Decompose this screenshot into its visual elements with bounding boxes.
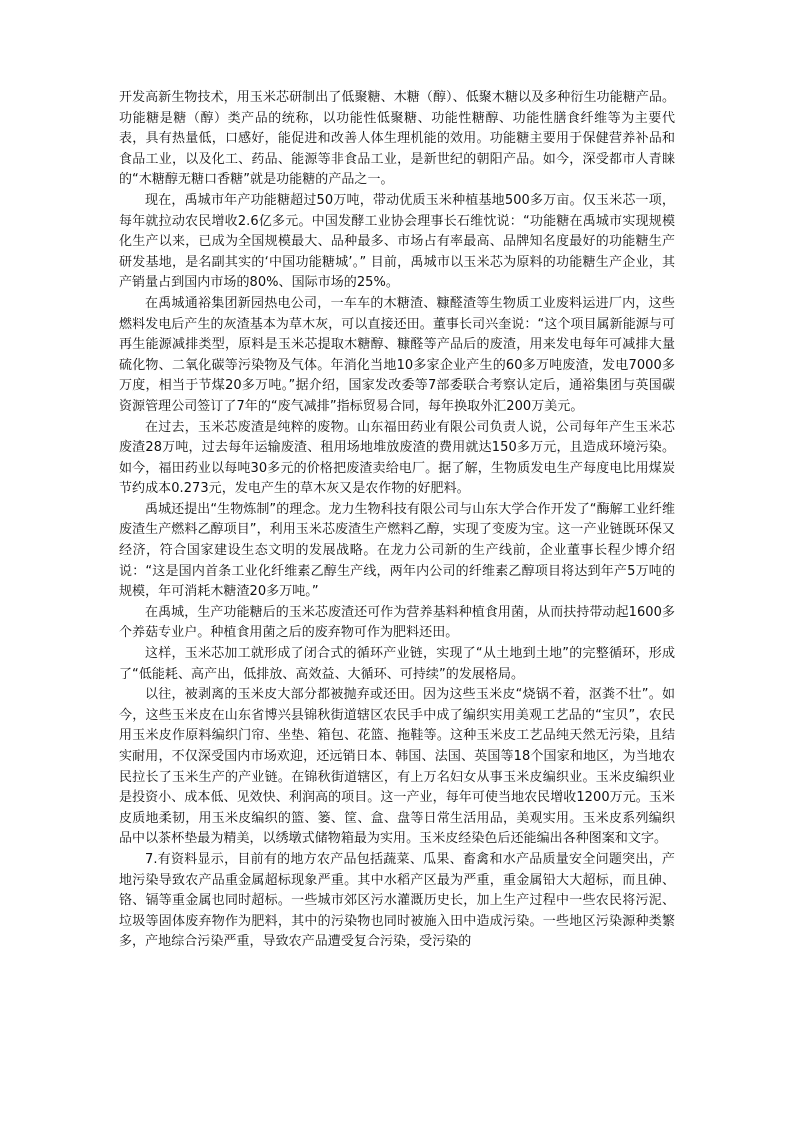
paragraph-6: 在禹城，生产功能糖后的玉米芯废渣还可作为营养基料种植食用菌，从而扶持带动起1600多个养菇专业户。种植食用菌之后的废弃物可作为肥料还田。: [119, 604, 675, 641]
paragraph-8: 以往，被剥离的玉米皮大部分都被抛弃或还田。因为这些玉米皮“烧锅不着，沤粪不壮”。如今，这些玉米皮在山东省博兴县锦秋街道辖区农民手中成了编织实用美观工艺品的“宝贝”，农民用玉米皮作原料编织门帘、坐垫、箱包、花篮、拖鞋等。这种玉米皮工艺品纯天然无污染，且结实耐用，不仅深受国内市场欢迎，还远销日本、韩国、法国、英国等18个国家和地区，为当地农民拉长了玉米生产的产业链。在锦秋街道辖区，有上万名妇女从事玉米皮编织业。玉米皮编织业是投资小、成本低、见效快、利润高的项目。这一产业，每年可使当地农民增收1200万元。玉米皮质地柔韧，用玉米皮编织的篮、篓、筐、盒、盘等日常生活用品，美观实用。玉米皮系列编织品中以茶杯垫最为精美，以绣墩式储物箱最为实用。玉米皮经染色后还能编出各种图案和文字。: [119, 687, 675, 847]
paragraph-5: 禹城还提出“生物炼制”的理念。龙力生物科技有限公司与山东大学合作开发了“酶解工业纤维废渣生产燃料乙醇项目”，利用玉米芯废渣生产燃料乙醇，实现了变废为宝。这一产业链既环保又经济，符合国家建设生态文明的发展战略。在龙力公司新的生产线前，企业董事长程少博介绍说：“这是国内首条工业化纤维素乙醇生产线，两年内公司的纤维素乙醇项目将达到年产5万吨的规模，年可消耗木糖渣20多万吨。”: [119, 501, 675, 600]
document-page: [119, 88, 675, 953]
paragraph-9: 7.有资料显示，目前有的地方农产品包括蔬菜、瓜果、畜禽和水产品质量安全问题突出，产地污染导致农产品重金属超标现象严重。其中水稻产区最为严重，重金属铅大大超标，而且砷、铬、镉等重金属也同时超标。一些城市郊区污水灌溉历史长，加上生产过程中一些农民将污泥、垃圾等固体废弃物作为肥料，其中的污染物也同时被施入田中造成污染。一些地区污染源种类繁多，产地综合污染严重，导致农产品遭受复合污染，受污染的: [119, 851, 675, 950]
paragraph-7: 这样，玉米芯加工就形成了闭合式的循环产业链，实现了“从土地到土地”的完整循环，形成了“低能耗、高产出，低排放、高效益、大循环、可持续”的发展格局。: [119, 646, 675, 682]
paragraph-2: 现在，禹城市年产功能糖超过50万吨，带动优质玉米种植基地500多万亩。仅玉米芯一项，每年就拉动农民增收2.6亿多元。中国发酵工业协会理事长石维忱说：“功能糖在禹城市实现规模化生产以来，已成为全国规模最大、品种最多、市场占有率最高、品牌知名度最好的功能糖生产研发基地，是名副其实的‘中国功能糖城’。” 目前，禹城市以玉米芯为原料的功能糖生产企业，其产销量占到国内市场的80%、国际市场的25%。: [119, 192, 675, 291]
paragraph-4: 在过去，玉米芯废渣是纯粹的废物。山东福田药业有限公司负责人说，公司每年产生玉米芯废渣28万吨，过去每年运输废渣、租用场地堆放废渣的费用就达150多万元，且造成环境污染。如今，福田药业以每吨30多元的价格把废渣卖给电厂。据了解，生物质发电生产每度电比用煤炭节约成本0.273元，发电产生的草木灰又是农作物的好肥料。: [119, 419, 675, 497]
paragraph-3: 在禹城通裕集团新园热电公司，一车车的木糖渣、糠醛渣等生物质工业废料运进厂内，这些燃料发电后产生的灰渣基本为草木灰，可以直接还田。董事长司兴奎说：“这个项目属新能源与可再生能源减排类型，原料是玉米芯提取木糖醇、糠醛等产品后的废渣，用来发电每年可减排大量硫化物、二氧化碳等污染物及气体。年消化当地10多家企业产生的60多万吨废渣，发电7000多万度，相当于节煤20多万吨。”据介绍，国家发改委等7部委联合考察认定后，通裕集团与英国碳资源管理公司签订了7年的“废气减排”指标贸易合同，每年换取外汇200万美元。: [119, 295, 675, 414]
paragraph-1: 开发高新生物技术，用玉米芯研制出了低聚糖、木糖（醇）、低聚木糖以及多种衍生功能糖产品。功能糖是糖（醇）类产品的统称，以功能性低聚糖、功能性糖醇、功能性膳食纤维等为主要代表，具有热量低，口感好，能促进和改善人体生理机能的效用。功能糖主要用于保健营养补品和食品工业，以及化工、药品、能源等非食品工业，是新世纪的朝阳产品。如今，深受都市人青睐的“木糖醇无糖口香糖”就是功能糖的产品之一。: [119, 90, 675, 188]
